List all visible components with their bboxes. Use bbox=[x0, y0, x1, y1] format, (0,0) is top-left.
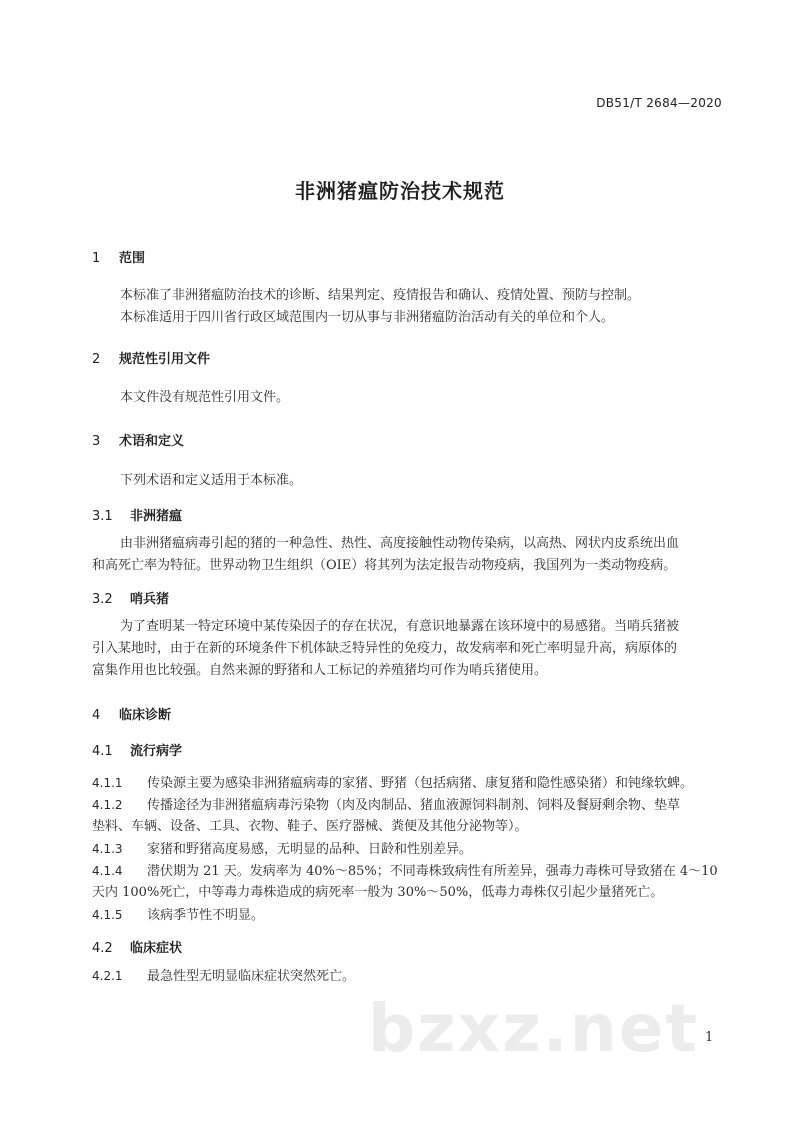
clause-text: 传染源主要为感染非洲猪瘟病毒的家猪、野猪（包括病猪、康复猪和隐性感染猪）和钝缘软蜱。 bbox=[147, 776, 694, 791]
section-4-2-heading bbox=[92, 937, 182, 956]
clause-4-1-2 bbox=[92, 794, 717, 817]
section-title: 流行病学 bbox=[130, 744, 183, 759]
clause-4-1-3 bbox=[92, 838, 717, 861]
clause-text: 潜伏期为 21 天。发病率为 40%～85%；不同毒株致病性有所差异，强毒力毒株可导致猪在 4～10 bbox=[147, 864, 718, 879]
standard-code: DB51/T 2684—2020 bbox=[596, 96, 722, 110]
clause-4-1-5 bbox=[92, 904, 717, 927]
section-2-heading bbox=[92, 348, 210, 367]
section-number: 4 bbox=[92, 708, 101, 723]
clause-4-1-1 bbox=[92, 772, 717, 795]
section-number: 3 bbox=[92, 434, 101, 449]
section-3-1-heading bbox=[92, 505, 182, 524]
section-number: 4.1 bbox=[92, 744, 113, 759]
section-1-para-1: 本标准了非洲猪瘟防治技术的诊断、结果判定、疫情报告和确认、疫情处置、预防与控制。 bbox=[120, 288, 641, 303]
section-number: 4.2 bbox=[92, 941, 113, 956]
section-number: 3.1 bbox=[92, 509, 113, 524]
section-2-para-1: 本文件没有规范性引用文件。 bbox=[120, 390, 290, 405]
clause-4-2-1 bbox=[92, 965, 717, 988]
clause-number: 4.1.3 bbox=[92, 842, 123, 856]
clause-number: 4.2.1 bbox=[92, 969, 123, 983]
section-4-heading bbox=[92, 704, 171, 723]
clause-text: 该病季节性不明显。 bbox=[147, 908, 265, 923]
clause-number: 4.1.5 bbox=[92, 908, 123, 922]
section-title: 规范性引用文件 bbox=[119, 352, 211, 367]
section-3-para-1: 下列术语和定义适用于本标准。 bbox=[120, 473, 303, 488]
section-1-heading bbox=[92, 247, 145, 266]
section-number: 2 bbox=[92, 352, 101, 367]
section-3-heading bbox=[92, 430, 184, 449]
section-title: 术语和定义 bbox=[119, 434, 185, 449]
section-4-1-heading bbox=[92, 740, 182, 759]
page-number: 1 bbox=[705, 1030, 714, 1045]
clause-text: 最急性型无明显临床症状突然死亡。 bbox=[147, 969, 356, 984]
clause-text: 传播途径为非洲猪瘟病毒污染物（肉及肉制品、猪血液源饲料制剂、饲料及餐厨剩余物、垫草 bbox=[147, 798, 681, 813]
section-number: 3.2 bbox=[92, 592, 113, 607]
section-title: 哨兵猪 bbox=[130, 592, 170, 607]
term-1-line-1: 由非洲猪瘟病毒引起的猪的一种急性、热性、高度接触性动物传染病，以高热、网状内皮系统出血 bbox=[120, 536, 680, 551]
section-title: 临床症状 bbox=[130, 941, 183, 956]
section-number: 1 bbox=[92, 251, 101, 266]
clause-4-1-4-cont: 天内 100%死亡，中等毒力毒株造成的病死率一般为 30%～50%，低毒力毒株仅引起少量猪死亡。 bbox=[92, 885, 664, 900]
clause-4-1-4 bbox=[92, 860, 717, 883]
clause-text: 家猪和野猪高度易感，无明显的品种、日龄和性别差异。 bbox=[147, 842, 473, 857]
clause-number: 4.1.4 bbox=[92, 864, 123, 878]
term-2-line-1: 为了查明某一特定环境中某传染因子的存在状况，有意识地暴露在该环境中的易感猪。当哨兵猪被 bbox=[120, 619, 680, 634]
term-2-line-2: 引入某地时，由于在新的环境条件下机体缺乏特异性的免疫力，故发病率和死亡率明显升高，病原体的 bbox=[92, 641, 678, 656]
watermark: bzxz.net bbox=[368, 990, 700, 1067]
clause-4-1-2-cont: 垫料、车辆、设备、工具、衣物、鞋子、医疗器械、粪便及其他分泌物等）。 bbox=[92, 819, 528, 834]
section-1-para-2: 本标准适用于四川省行政区域范围内一切从事与非洲猪瘟防治活动有关的单位和个人。 bbox=[120, 310, 615, 325]
document-title: 非洲猪瘟防治技术规范 bbox=[295, 179, 505, 203]
term-1-line-2: 和高死亡率为特征。世界动物卫生组织（OIE）将其列为法定报告动物疫病，我国列为一类动物疫病。 bbox=[92, 558, 677, 573]
section-title: 非洲猪瘟 bbox=[130, 509, 183, 524]
term-2-line-3: 富集作用也比较强。自然来源的野猪和人工标记的养殖猪均可作为哨兵猪使用。 bbox=[92, 663, 548, 678]
section-title: 临床诊断 bbox=[119, 708, 172, 723]
section-title: 范围 bbox=[119, 251, 146, 266]
section-3-2-heading bbox=[92, 588, 169, 607]
clause-number: 4.1.2 bbox=[92, 798, 123, 812]
clause-number: 4.1.1 bbox=[92, 776, 123, 790]
